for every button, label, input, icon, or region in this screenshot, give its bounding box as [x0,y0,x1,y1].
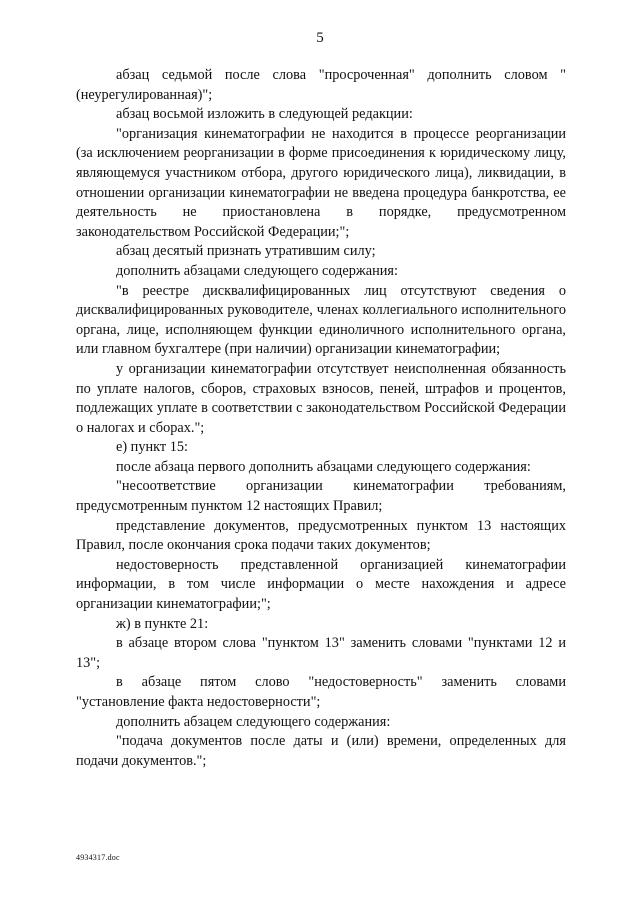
paragraph: "организация кинематографии не находится в процессе реорганизации (за исключением реорганизации в форме присоединения к юридическому лицу, являющемуся участником отбора, другого юридического лица), ликвидации, в отношении организации кинематографии не введена процедура банкротства, ее деятельность не приостановлена в порядке, предусмотренном законодательством Российской Федерации;"; [76,125,566,240]
paragraph: абзац десятый признать утратившим силу; [116,243,376,260]
paragraph: у организации кинематографии отсутствует неисполненная обязанность по уплате налогов, сборов, страховых взносов, пеней, штрафов и процентов, подлежащих уплате в соответствии с законодательством Российской Федерации о налогах и сборах."; [76,360,566,436]
document-filename: 4934317.doc [76,853,120,862]
paragraph: "несоответствие организации кинематографии требованиям, предусмотренным пунктом 12 настоящих Правил; [76,478,566,515]
paragraph: "подача документов после даты и (или) времени, определенных для подачи документов."; [76,733,566,769]
paragraph: в абзаце пятом слово "недостоверность" заменить словами "установление факта недостоверности"; [76,674,566,710]
paragraph: представление документов, предусмотренных пунктом 13 настоящих Правил, после окончания срока подачи таких документов; [76,517,566,554]
document-body [76,66,566,771]
paragraph: недостоверность представленной организацией кинематографии информации, в том числе информации о месте нахождения и адресе организации кинематографии;"; [76,556,566,613]
paragraph: дополнить абзацем следующего содержания: [116,713,391,730]
paragraph: абзац восьмой изложить в следующей редакции: [116,106,413,123]
paragraph: в абзаце втором слова "пунктом 13" заменить словами "пунктами 12 и 13"; [76,635,566,671]
paragraph: после абзаца первого дополнить абзацами следующего содержания: [116,458,531,475]
paragraph: абзац седьмой после слова "просроченная" дополнить словом "(неурегулированная)"; [76,67,566,103]
paragraph: е) пункт 15: [116,439,188,456]
paragraph: дополнить абзацами следующего содержания: [116,262,398,279]
paragraph: "в реестре дисквалифицированных лиц отсутствуют сведения о дисквалифицированных руководителе, членах коллегиального исполнительного органа, лице, исполняющем функции единоличного исполнительного органа, или главном бухгалтере (при наличии) организации кинематографии; [76,282,566,358]
page-number: 5 [316,30,324,46]
paragraph: ж) в пункте 21: [116,615,209,632]
